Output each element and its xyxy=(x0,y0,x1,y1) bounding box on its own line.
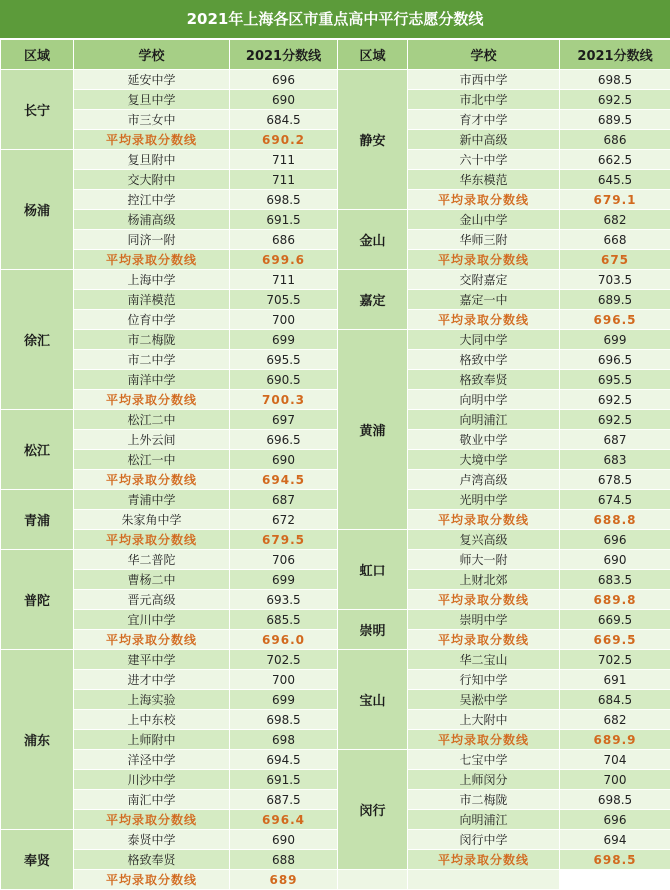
table-row xyxy=(1,830,670,850)
right-score: 700 xyxy=(560,770,670,790)
table-row xyxy=(1,350,670,370)
left-school-name: 上师附中 xyxy=(74,730,230,750)
right-school-name: 交附嘉定 xyxy=(408,270,560,290)
right-school-name: 大境中学 xyxy=(408,450,560,470)
right-average-label: 平均录取分数线 xyxy=(408,310,560,330)
table-row xyxy=(1,570,670,590)
left-average-label: 平均录取分数线 xyxy=(74,250,230,270)
right-school-name: 七宝中学 xyxy=(408,750,560,770)
right-score: 645.5 xyxy=(560,170,670,190)
right-school-name: 行知中学 xyxy=(408,670,560,690)
table-row xyxy=(1,870,670,890)
table-row xyxy=(1,750,670,770)
left-school-name: 华二普陀 xyxy=(74,550,230,570)
left-score: 698.5 xyxy=(230,710,338,730)
table-row xyxy=(1,390,670,410)
left-score: 696.5 xyxy=(230,430,338,450)
right-school-name: 市北中学 xyxy=(408,90,560,110)
left-school-name: 格致奉贤 xyxy=(74,850,230,870)
right-average-score: 688.8 xyxy=(560,510,670,530)
table-row xyxy=(1,530,670,550)
left-score: 711 xyxy=(230,150,338,170)
table-row xyxy=(1,330,670,350)
right-school-name: 向明浦江 xyxy=(408,410,560,430)
left-school-name: 同济一附 xyxy=(74,230,230,250)
table-row xyxy=(1,850,670,870)
right-school-name: 华二宝山 xyxy=(408,650,560,670)
right-average-label: 平均录取分数线 xyxy=(408,250,560,270)
table-row xyxy=(1,610,670,630)
left-score: 687 xyxy=(230,490,338,510)
table-row xyxy=(1,410,670,430)
left-score: 697 xyxy=(230,410,338,430)
right-score: 689.5 xyxy=(560,290,670,310)
left-score: 672 xyxy=(230,510,338,530)
left-score: 711 xyxy=(230,270,338,290)
left-score: 685.5 xyxy=(230,610,338,630)
right-region-cell: 黄浦 xyxy=(338,330,408,530)
right-average-score: 669.5 xyxy=(560,630,670,650)
table-row xyxy=(1,130,670,150)
right-average-score: 689.8 xyxy=(560,590,670,610)
right-score: 696 xyxy=(560,530,670,550)
right-region-cell: 崇明 xyxy=(338,610,408,650)
table-row xyxy=(1,170,670,190)
left-school-name: 南洋中学 xyxy=(74,370,230,390)
table-row xyxy=(1,590,670,610)
left-average-score: 690.2 xyxy=(230,130,338,150)
left-school-name: 进才中学 xyxy=(74,670,230,690)
right-average-score: 679.1 xyxy=(560,190,670,210)
table-row xyxy=(1,430,670,450)
left-score: 687.5 xyxy=(230,790,338,810)
table-row xyxy=(1,670,670,690)
left-score: 695.5 xyxy=(230,350,338,370)
right-score: 683 xyxy=(560,450,670,470)
right-score: 668 xyxy=(560,230,670,250)
right-region-cell: 静安 xyxy=(338,70,408,210)
left-score: 694.5 xyxy=(230,750,338,770)
right-score: 674.5 xyxy=(560,490,670,510)
right-region-cell: 金山 xyxy=(338,210,408,270)
left-school-name: 建平中学 xyxy=(74,650,230,670)
right-score: 678.5 xyxy=(560,470,670,490)
left-region-cell: 奉贤 xyxy=(1,830,74,890)
right-score: 698.5 xyxy=(560,70,670,90)
right-average-score: 689.9 xyxy=(560,730,670,750)
left-score: 691.5 xyxy=(230,210,338,230)
left-school-name: 南汇中学 xyxy=(74,790,230,810)
left-school-name: 朱家角中学 xyxy=(74,510,230,530)
right-average-label: 平均录取分数线 xyxy=(408,730,560,750)
left-score: 696 xyxy=(230,70,338,90)
left-school-name: 延安中学 xyxy=(74,70,230,90)
right-score: 682 xyxy=(560,210,670,230)
table-row xyxy=(1,250,670,270)
header-school-left: 学校 xyxy=(74,40,230,70)
table-row xyxy=(1,810,670,830)
table-row xyxy=(1,490,670,510)
right-score: 703.5 xyxy=(560,270,670,290)
right-score: 702.5 xyxy=(560,650,670,670)
left-region-cell: 青浦 xyxy=(1,490,74,550)
left-school-name: 市二中学 xyxy=(74,350,230,370)
table-row xyxy=(1,230,670,250)
right-school-name: 崇明中学 xyxy=(408,610,560,630)
left-school-name: 交大附中 xyxy=(74,170,230,190)
right-school-name: 上大附中 xyxy=(408,710,560,730)
left-school-name: 上中东校 xyxy=(74,710,230,730)
right-score: 687 xyxy=(560,430,670,450)
table-row xyxy=(1,450,670,470)
right-average-label: 平均录取分数线 xyxy=(408,590,560,610)
right-school-name: 敬业中学 xyxy=(408,430,560,450)
left-school-name: 青浦中学 xyxy=(74,490,230,510)
right-school-name: 卢湾高级 xyxy=(408,470,560,490)
table-row xyxy=(1,190,670,210)
table-row xyxy=(1,470,670,490)
right-school-name: 市西中学 xyxy=(408,70,560,90)
left-score: 705.5 xyxy=(230,290,338,310)
left-score: 699 xyxy=(230,570,338,590)
header-region-right: 区域 xyxy=(338,40,408,70)
left-school-name: 位育中学 xyxy=(74,310,230,330)
right-school-name: 吴淞中学 xyxy=(408,690,560,710)
table-row xyxy=(1,630,670,650)
right-score: 662.5 xyxy=(560,150,670,170)
right-region-cell: 闵行 xyxy=(338,750,408,870)
right-school-name: 上师闵分 xyxy=(408,770,560,790)
table-row xyxy=(1,790,670,810)
left-school-name: 上外云间 xyxy=(74,430,230,450)
left-score: 700 xyxy=(230,670,338,690)
right-region-cell: 嘉定 xyxy=(338,270,408,330)
table-row xyxy=(1,550,670,570)
header-score-right: 2021分数线 xyxy=(560,40,670,70)
table-row xyxy=(1,150,670,170)
table-row xyxy=(1,210,670,230)
left-average-score: 700.3 xyxy=(230,390,338,410)
left-average-score: 679.5 xyxy=(230,530,338,550)
right-score: 699 xyxy=(560,330,670,350)
left-average-score: 696.0 xyxy=(230,630,338,650)
table-row xyxy=(1,310,670,330)
right-average-label: 平均录取分数线 xyxy=(408,630,560,650)
right-empty-cell xyxy=(338,870,408,890)
right-score: 682 xyxy=(560,710,670,730)
right-school-name: 向明浦江 xyxy=(408,810,560,830)
table-row xyxy=(1,690,670,710)
left-school-name: 泰贤中学 xyxy=(74,830,230,850)
left-score: 698 xyxy=(230,730,338,750)
right-score: 692.5 xyxy=(560,410,670,430)
left-score: 690 xyxy=(230,830,338,850)
left-school-name: 市三女中 xyxy=(74,110,230,130)
left-school-name: 晋元高级 xyxy=(74,590,230,610)
right-score: 704 xyxy=(560,750,670,770)
right-school-name: 金山中学 xyxy=(408,210,560,230)
page-title: 2021年上海各区市重点高中平行志愿分数线 xyxy=(0,0,670,39)
right-average-label: 平均录取分数线 xyxy=(408,510,560,530)
left-average-label: 平均录取分数线 xyxy=(74,390,230,410)
table-row xyxy=(1,290,670,310)
right-score: 695.5 xyxy=(560,370,670,390)
right-score: 686 xyxy=(560,130,670,150)
left-average-score: 694.5 xyxy=(230,470,338,490)
table-row xyxy=(1,370,670,390)
right-school-name: 六十中学 xyxy=(408,150,560,170)
left-region-cell: 普陀 xyxy=(1,550,74,650)
table-row xyxy=(1,730,670,750)
right-score: 691 xyxy=(560,670,670,690)
table-row xyxy=(1,270,670,290)
right-average-label: 平均录取分数线 xyxy=(408,190,560,210)
left-school-name: 控江中学 xyxy=(74,190,230,210)
left-school-name: 川沙中学 xyxy=(74,770,230,790)
right-average-score: 696.5 xyxy=(560,310,670,330)
left-school-name: 上海实验 xyxy=(74,690,230,710)
right-score: 690 xyxy=(560,550,670,570)
left-region-cell: 长宁 xyxy=(1,70,74,150)
table-row xyxy=(1,650,670,670)
left-school-name: 洋泾中学 xyxy=(74,750,230,770)
left-average-label: 平均录取分数线 xyxy=(74,470,230,490)
right-average-label: 平均录取分数线 xyxy=(408,850,560,870)
right-score: 692.5 xyxy=(560,90,670,110)
left-score: 693.5 xyxy=(230,590,338,610)
left-score: 684.5 xyxy=(230,110,338,130)
left-score: 699 xyxy=(230,690,338,710)
right-score: 696 xyxy=(560,810,670,830)
header-row xyxy=(1,40,670,70)
table-row xyxy=(1,110,670,130)
right-school-name: 格致中学 xyxy=(408,350,560,370)
left-region-cell: 杨浦 xyxy=(1,150,74,270)
left-score: 686 xyxy=(230,230,338,250)
left-school-name: 市二梅陇 xyxy=(74,330,230,350)
right-school-name: 向明中学 xyxy=(408,390,560,410)
right-school-name: 育才中学 xyxy=(408,110,560,130)
right-average-score: 698.5 xyxy=(560,850,670,870)
left-score: 690 xyxy=(230,90,338,110)
left-average-label: 平均录取分数线 xyxy=(74,530,230,550)
left-average-score: 696.4 xyxy=(230,810,338,830)
right-school-name: 复兴高级 xyxy=(408,530,560,550)
right-school-name: 大同中学 xyxy=(408,330,560,350)
header-score-left: 2021分数线 xyxy=(230,40,338,70)
right-school-name: 格致奉贤 xyxy=(408,370,560,390)
left-average-score: 689 xyxy=(230,870,338,890)
left-school-name: 复旦中学 xyxy=(74,90,230,110)
left-score: 690 xyxy=(230,450,338,470)
table-row xyxy=(1,510,670,530)
left-school-name: 松江一中 xyxy=(74,450,230,470)
right-school-name: 新中高级 xyxy=(408,130,560,150)
right-region-cell: 虹口 xyxy=(338,530,408,610)
header-region-left: 区域 xyxy=(1,40,74,70)
left-school-name: 杨浦高级 xyxy=(74,210,230,230)
left-score: 688 xyxy=(230,850,338,870)
left-region-cell: 徐汇 xyxy=(1,270,74,410)
left-average-label: 平均录取分数线 xyxy=(74,630,230,650)
left-school-name: 松江二中 xyxy=(74,410,230,430)
left-score: 699 xyxy=(230,330,338,350)
right-score: 696.5 xyxy=(560,350,670,370)
right-average-score: 675 xyxy=(560,250,670,270)
right-score: 698.5 xyxy=(560,790,670,810)
table-row xyxy=(1,710,670,730)
right-score: 694 xyxy=(560,830,670,850)
table-row xyxy=(1,770,670,790)
right-score: 683.5 xyxy=(560,570,670,590)
left-school-name: 宜川中学 xyxy=(74,610,230,630)
left-score: 691.5 xyxy=(230,770,338,790)
left-score: 706 xyxy=(230,550,338,570)
table-row xyxy=(1,90,670,110)
left-score: 711 xyxy=(230,170,338,190)
left-average-label: 平均录取分数线 xyxy=(74,810,230,830)
left-average-score: 699.6 xyxy=(230,250,338,270)
right-score: 692.5 xyxy=(560,390,670,410)
left-school-name: 复旦附中 xyxy=(74,150,230,170)
left-school-name: 上海中学 xyxy=(74,270,230,290)
right-school-name: 华东模范 xyxy=(408,170,560,190)
left-average-label: 平均录取分数线 xyxy=(74,130,230,150)
right-school-name: 闵行中学 xyxy=(408,830,560,850)
left-region-cell: 浦东 xyxy=(1,650,74,830)
right-school-name: 华师三附 xyxy=(408,230,560,250)
right-school-name: 嘉定一中 xyxy=(408,290,560,310)
right-score: 684.5 xyxy=(560,690,670,710)
right-score: 689.5 xyxy=(560,110,670,130)
right-school-name: 光明中学 xyxy=(408,490,560,510)
left-score: 702.5 xyxy=(230,650,338,670)
right-empty-cell xyxy=(408,870,560,890)
left-school-name: 南洋模范 xyxy=(74,290,230,310)
right-school-name: 上财北郊 xyxy=(408,570,560,590)
right-score: 669.5 xyxy=(560,610,670,630)
header-school-right: 学校 xyxy=(408,40,560,70)
left-average-label: 平均录取分数线 xyxy=(74,870,230,890)
right-school-name: 市二梅陇 xyxy=(408,790,560,810)
right-school-name: 师大一附 xyxy=(408,550,560,570)
right-region-cell: 宝山 xyxy=(338,650,408,750)
left-score: 690.5 xyxy=(230,370,338,390)
left-score: 700 xyxy=(230,310,338,330)
score-table xyxy=(0,39,670,890)
table-row xyxy=(1,70,670,90)
left-region-cell: 松江 xyxy=(1,410,74,490)
left-school-name: 曹杨二中 xyxy=(74,570,230,590)
left-score: 698.5 xyxy=(230,190,338,210)
